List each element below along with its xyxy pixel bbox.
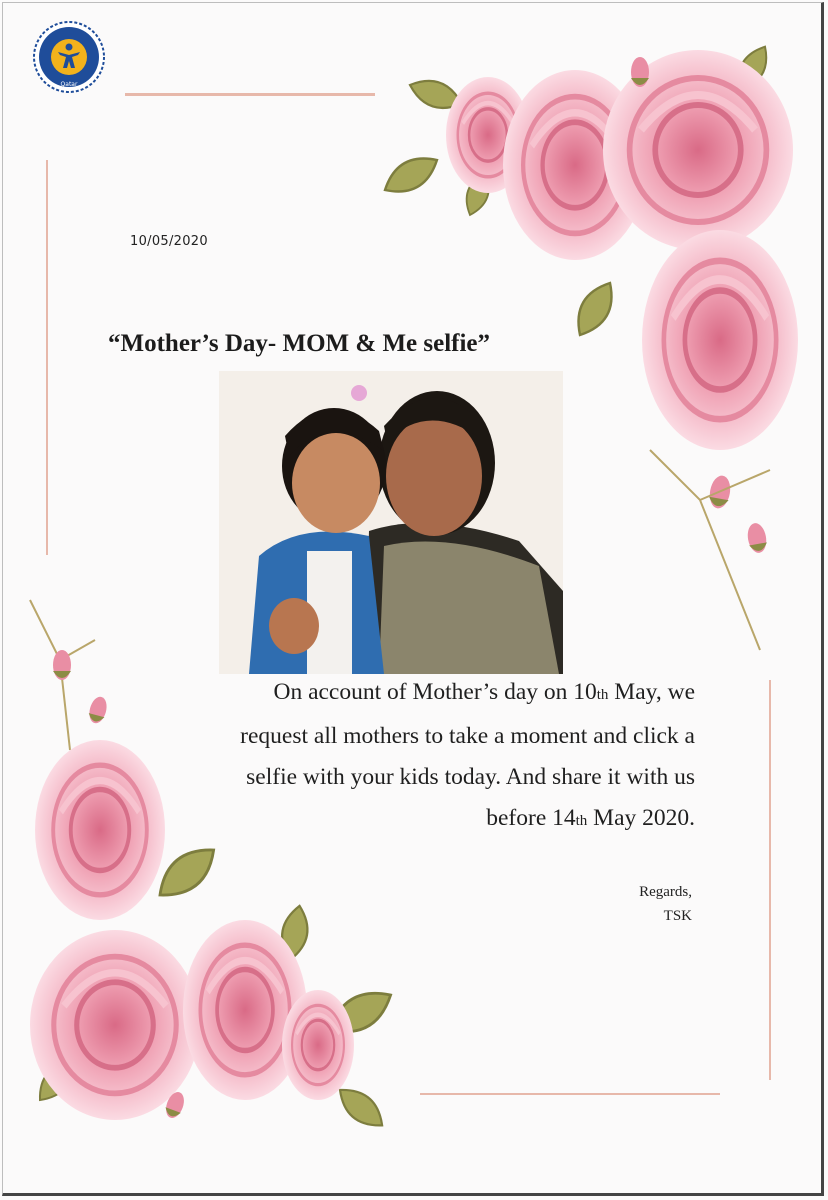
- document-title: “Mother’s Day- MOM & Me selfie”: [108, 330, 491, 357]
- school-logo: [32, 20, 106, 94]
- message-line-2: request all mothers to take a moment and click a: [240, 723, 695, 749]
- document-date: 10/05/2020: [130, 234, 208, 249]
- logo-location: Qatar: [60, 81, 78, 88]
- frame-line-bottom: [420, 1093, 720, 1095]
- regards-text: Regards,: [639, 884, 692, 900]
- message-body: [120, 672, 695, 842]
- message-line-3: selfie with your kids today. And share it with us: [246, 764, 695, 790]
- frame-line-left: [46, 160, 48, 555]
- selfie-illustration: [219, 371, 563, 674]
- signoff-name: TSK: [663, 908, 692, 924]
- message-line-1: On account of Mother’s day on 10th May, we: [273, 679, 695, 705]
- frame-line-right: [769, 680, 771, 1080]
- frame-line-top: [125, 93, 375, 96]
- signoff: [560, 880, 692, 928]
- mom-and-me-selfie-photo: [219, 371, 563, 674]
- message-line-4: before 14th May 2020.: [486, 805, 695, 831]
